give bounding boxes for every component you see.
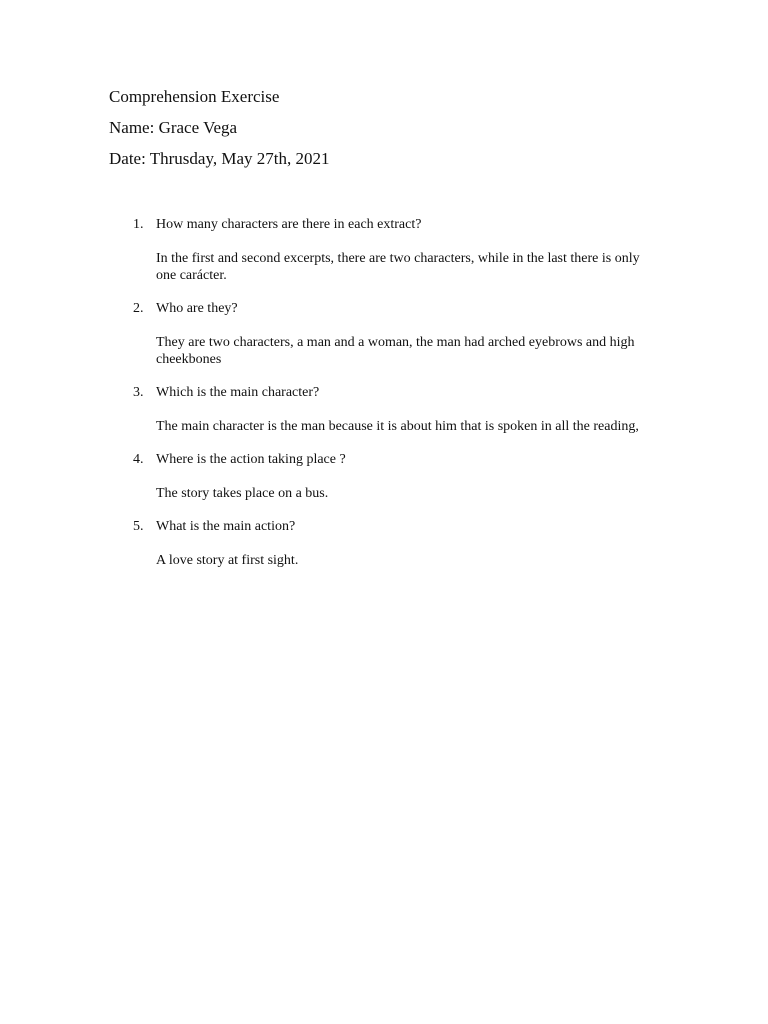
question-number: 2. <box>133 301 144 316</box>
answer-text: The story takes place on a bus. <box>156 486 329 501</box>
question-text: Which is the main character? <box>156 385 320 400</box>
question-number: 3. <box>133 385 144 400</box>
answer-text: The main character is the man because it is about him that is spoken in all the reading, <box>156 419 639 434</box>
question-item-2 <box>133 300 663 368</box>
question-text: What is the main action? <box>156 519 296 534</box>
question-text: How many characters are there in each extract? <box>156 217 422 232</box>
answer-text: In the first and second excerpts, there are two characters, while in the last there is only one carácter. <box>156 251 640 283</box>
question-text: Who are they? <box>156 301 238 316</box>
question-number: 1. <box>133 217 144 232</box>
question-item-4 <box>133 451 663 502</box>
document-title: Comprehension Exercise <box>109 87 280 106</box>
student-name: Name: Grace Vega <box>109 118 238 137</box>
answer-text: They are two characters, a man and a woman, the man had arched eyebrows and high cheekbones <box>156 335 635 367</box>
answer-text: A love story at first sight. <box>156 553 299 568</box>
question-item-1 <box>133 216 663 284</box>
question-list <box>133 216 663 585</box>
question-item-5 <box>133 518 663 569</box>
document-date: Date: Thrusday, May 27th, 2021 <box>109 149 330 168</box>
question-number: 4. <box>133 452 144 467</box>
question-item-3 <box>133 384 663 435</box>
question-text: Where is the action taking place ? <box>156 452 346 467</box>
question-number: 5. <box>133 519 144 534</box>
